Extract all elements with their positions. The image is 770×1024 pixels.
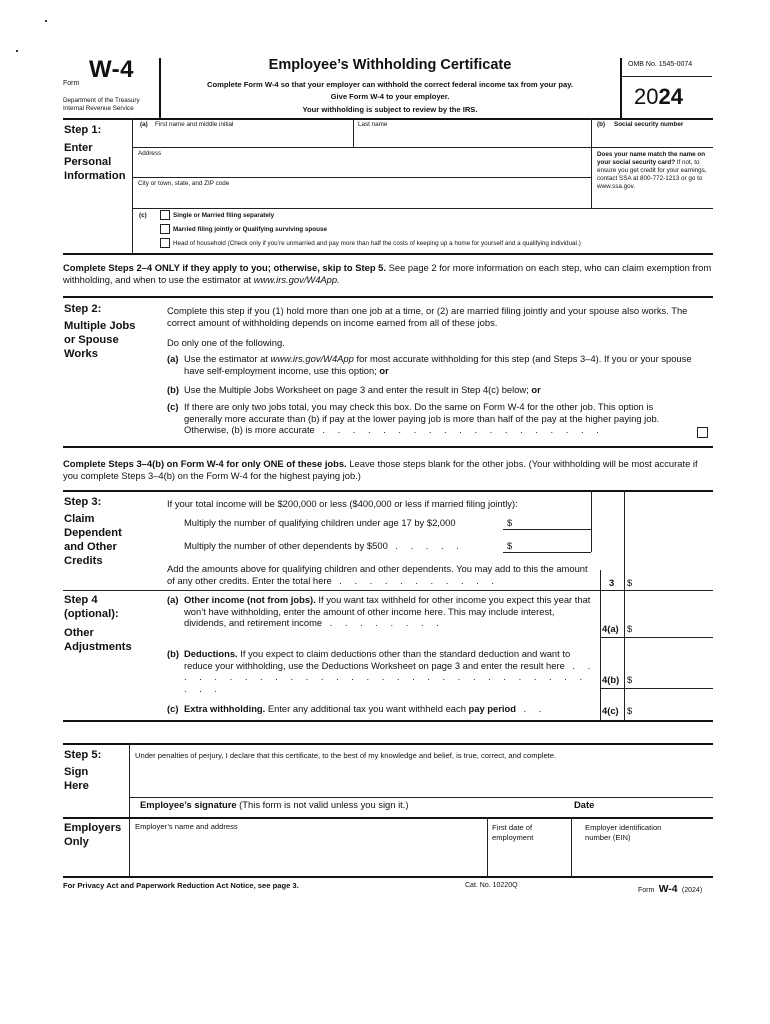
- ssn-field[interactable]: [594, 129, 712, 147]
- step2-marker-b: (b): [167, 384, 179, 395]
- ssn-note: [597, 151, 715, 191]
- step1-title-3: Information: [64, 170, 126, 182]
- step3-bottom-rule: [63, 590, 600, 591]
- line4b-dollar: $: [627, 674, 633, 685]
- line4b-number: 4(b): [602, 674, 620, 685]
- step2-intro: Complete this step if you (1) hold more than one job at a time, or (2) are married filing jointly and your spouse also works. The correct amount of withholding depends on income earned from all of these jobs.: [167, 305, 688, 328]
- instructions-1-bold: Complete Steps 2–4 ONLY if they apply to you; otherwise, skip to Step 5.: [63, 262, 386, 273]
- step2-do-only: Do only one of the following.: [167, 337, 285, 348]
- form-code: W-4: [89, 56, 135, 83]
- ein-label-2: number (EIN): [585, 833, 631, 842]
- line3-rule: [600, 590, 713, 591]
- scan-mark: [16, 50, 18, 52]
- marker-b: (b): [597, 121, 606, 128]
- city-field[interactable]: [136, 188, 588, 206]
- employer-name-label: Employer’s name and address: [135, 822, 238, 831]
- step5-title-1: Sign: [64, 766, 89, 778]
- department: Department of the Treasury: [63, 97, 140, 104]
- two-jobs-checkbox[interactable]: [697, 427, 708, 438]
- header-divider-right: [620, 58, 622, 118]
- line4c-number: 4(c): [602, 705, 619, 716]
- step2-top-rule: [63, 296, 713, 298]
- line4a-number: 4(a): [602, 623, 619, 634]
- step3-title-4: Credits: [64, 555, 103, 567]
- first-date-field[interactable]: [490, 846, 568, 874]
- employers-title-2: Only: [64, 836, 89, 848]
- year-prefix: 20: [634, 84, 659, 109]
- catalog-number: Cat. No. 10220Q: [465, 882, 518, 889]
- line3-number: 3: [609, 577, 615, 588]
- omb-rule: [620, 76, 712, 77]
- line-col-right: [624, 490, 625, 720]
- signature-field[interactable]: [132, 765, 562, 795]
- other-dependents-text: Multiply the number of other dependents by $500 . . . . .: [184, 540, 464, 551]
- step2-option-a: Use the estimator at www.irs.gov/W4App for most accurate withholding for this step (and Steps 3–4). If you or your spouse have self-employment income, use this option; or: [184, 353, 692, 376]
- filing-joint-checkbox[interactable]: [160, 224, 170, 234]
- first-name-field[interactable]: [137, 129, 352, 147]
- step2-title-1: Multiple Jobs: [64, 320, 136, 332]
- step1-label: Step 1:: [64, 124, 102, 136]
- children-dollar: $: [507, 517, 513, 528]
- children-amount-field[interactable]: [514, 514, 589, 528]
- ssn-label: Social security number: [614, 121, 684, 128]
- address-field[interactable]: [136, 158, 588, 176]
- tax-year: [634, 84, 683, 110]
- date-field[interactable]: [566, 765, 710, 795]
- step4-extra-withholding: Extra withholding. Enter any additional tax you want withheld each pay period . .: [184, 703, 547, 714]
- signature-rule: [129, 797, 713, 798]
- agency: Internal Revenue Service: [63, 105, 134, 112]
- ssn-divider: [591, 118, 592, 208]
- step3-top-rule: [63, 490, 713, 492]
- employers-divider-1: [487, 817, 488, 876]
- city-rule: [132, 208, 713, 209]
- step4-label-2: (optional):: [64, 608, 119, 620]
- line4a-rule: [600, 637, 713, 638]
- perjury-declaration: Under penalties of perjury, I declare that this certificate, to the best of my knowledge and belief, is true, correct, and complete.: [135, 751, 557, 760]
- other-rule: [503, 552, 591, 553]
- step5-top-rule: [63, 743, 713, 745]
- employers-bottom-rule: [63, 876, 713, 878]
- last-name-label: Last name: [358, 121, 388, 128]
- step3-label: Step 3:: [64, 496, 102, 508]
- step4-title-1: Other: [64, 627, 94, 639]
- filing-single-label: Single or Married filing separately: [173, 212, 275, 219]
- header-line-2: Give Form W-4 to your employer.: [330, 92, 450, 101]
- line-col-left: [600, 570, 601, 720]
- instructions-2: Complete Steps 3–4(b) on Form W-4 for only ONE of these jobs. Leave those steps blank for the other jobs. (Your withholding will be most accurate if you complete Steps 3–4(b) on the Form W-4 for the highest paying job.): [63, 458, 698, 481]
- step4-deductions: Deductions. If you expect to claim deductions other than the standard deduction and want to reduce your withholding, use the Deductions Worksheet on page 3 and enter the result here . . . . . . . . . . . . . . . . . . . . . . . . . . . . . . . .: [184, 648, 596, 694]
- step2-label: Step 2:: [64, 303, 102, 315]
- name-divider: [353, 118, 354, 147]
- footer-form-id: Form W-4 (2024): [638, 884, 703, 895]
- omb-number: OMB No. 1545-0074: [628, 61, 693, 68]
- step5-label: Step 5:: [64, 749, 102, 761]
- instructions-1-link[interactable]: www.irs.gov/W4App.: [253, 273, 340, 285]
- step4-other-income: Other income (not from jobs). If you want tax withheld for other income you expect this year that won’t have withholding, enter the amount of other income here. This may include interest, dividends, and retirement income . . . . . . . .: [184, 594, 591, 629]
- line4a-dollar: $: [627, 623, 633, 634]
- form-word: Form: [63, 80, 80, 87]
- line3-dollar: $: [627, 577, 633, 588]
- step3-title-3: and Other: [64, 541, 117, 553]
- step3-add-text: Add the amounts above for qualifying children and other dependents. You may add to this the amount of any other credits. Enter the total here . . . . . . . . . . .: [167, 563, 588, 586]
- instructions-1: [63, 262, 715, 285]
- ein-field[interactable]: [574, 846, 710, 874]
- form-label: [63, 72, 79, 90]
- date-label: Date: [574, 799, 595, 810]
- header-line-3: Your withholding is subject to review by the IRS.: [302, 105, 478, 114]
- last-name-field[interactable]: [356, 129, 589, 147]
- city-label: City or town, state, and ZIP code: [138, 180, 230, 187]
- step2-title-3: Works: [64, 348, 98, 360]
- employer-name-field[interactable]: [134, 834, 484, 874]
- address-rule: [132, 177, 591, 178]
- first-date-label-2: employment: [492, 833, 534, 842]
- step4-label: Step 4: [64, 594, 98, 606]
- name-row-rule: [132, 147, 713, 148]
- ssn-note-rest: If not, to ensure you get credit for your earnings, contact SSA at 800-772-1213 or go to www.ssa.gov.: [597, 159, 707, 191]
- step4-marker-c: (c): [167, 703, 179, 714]
- line4b-amount-field[interactable]: [634, 670, 710, 686]
- step5-divider: [129, 743, 130, 876]
- other-dollar: $: [507, 540, 513, 551]
- step4-marker-a: (a): [167, 594, 179, 605]
- step2-marker-a: (a): [167, 353, 179, 364]
- line3-amount-field[interactable]: [634, 573, 710, 589]
- header-bottom-rule: [63, 118, 713, 120]
- step4-title-2: Adjustments: [64, 641, 132, 653]
- step1-title-1: Enter: [64, 142, 93, 154]
- children-rule: [503, 529, 591, 530]
- filing-hoh-checkbox[interactable]: [160, 238, 170, 248]
- step2-marker-c: (c): [167, 401, 179, 412]
- line4a-amount-field[interactable]: [634, 619, 710, 635]
- first-name-label: First name and middle initial: [155, 121, 234, 128]
- line4c-dollar: $: [627, 705, 633, 716]
- first-date-label-1: First date of: [492, 823, 533, 832]
- step1-bottom-rule: [63, 253, 713, 255]
- other-dependents-amount-field[interactable]: [514, 537, 589, 551]
- children-text: Multiply the number of qualifying children under age 17 by $2,000: [184, 517, 456, 528]
- header-line-1: Complete Form W-4 so that your employer can withhold the correct federal income tax from your pay.: [207, 80, 573, 89]
- address-label: Address: [138, 150, 162, 157]
- marker-c: (c): [139, 212, 147, 219]
- privacy-notice: For Privacy Act and Paperwork Reduction Act Notice, see page 3.: [63, 881, 299, 890]
- step5-title-2: Here: [64, 780, 89, 792]
- step2-bottom-rule: [63, 446, 713, 448]
- step2-title-2: or Spouse: [64, 334, 119, 346]
- scan-mark: [45, 20, 47, 22]
- step4-bottom-rule: [63, 720, 713, 722]
- year-suffix: 24: [658, 84, 683, 109]
- employers-divider-2: [571, 817, 572, 876]
- ssn-note-bold: Does your name match the name on your social security card?: [597, 151, 706, 167]
- step1-divider: [132, 118, 133, 253]
- employers-top-rule: [63, 817, 713, 819]
- step4-marker-b: (b): [167, 648, 179, 659]
- step3-title-1: Claim: [64, 513, 95, 525]
- filing-hoh-label: Head of household (Check only if you’re unmarried and pay more than half the costs of keeping up a home for yourself and a qualifying individual.): [173, 240, 581, 247]
- estimator-link[interactable]: www.irs.gov/W4App: [270, 353, 354, 364]
- step3-intro: If your total income will be $200,000 or less ($400,000 or less if married filing jointly):: [167, 498, 518, 509]
- ein-label-1: Employer identification: [585, 823, 662, 832]
- filing-joint-label: Married filing jointly or Qualifying surviving spouse: [173, 226, 327, 233]
- step2-option-b: Use the Multiple Jobs Worksheet on page 3 and enter the result in Step 4(c) below; or: [184, 384, 541, 395]
- signature-label: Employee’s signature (This form is not valid unless you sign it.): [140, 799, 409, 810]
- step3-title-2: Dependent: [64, 527, 122, 539]
- step1-title-2: Personal: [64, 156, 112, 168]
- form-title: Employee’s Withholding Certificate: [268, 57, 512, 73]
- employers-title-1: Employers: [64, 822, 122, 834]
- line4c-amount-field[interactable]: [634, 701, 710, 717]
- line4b-rule: [600, 688, 713, 689]
- step3-amount-col-left: [591, 490, 592, 552]
- filing-single-checkbox[interactable]: [160, 210, 170, 220]
- marker-a: (a): [140, 121, 148, 128]
- step2-option-c: If there are only two jobs total, you may check this box. Do the same on Form W-4 for the other job. This option is generally more accurate than (b) if pay at the lower paying job is more than half of the pay at the higher paying job. Otherwise, (b) is more accurate . . . . . . . . . . . . . . . . . . .: [184, 401, 660, 436]
- instructions-1-text: See page 2 for more information on each step, who can claim exemption from withholding, and when to use the estimator at: [63, 262, 712, 285]
